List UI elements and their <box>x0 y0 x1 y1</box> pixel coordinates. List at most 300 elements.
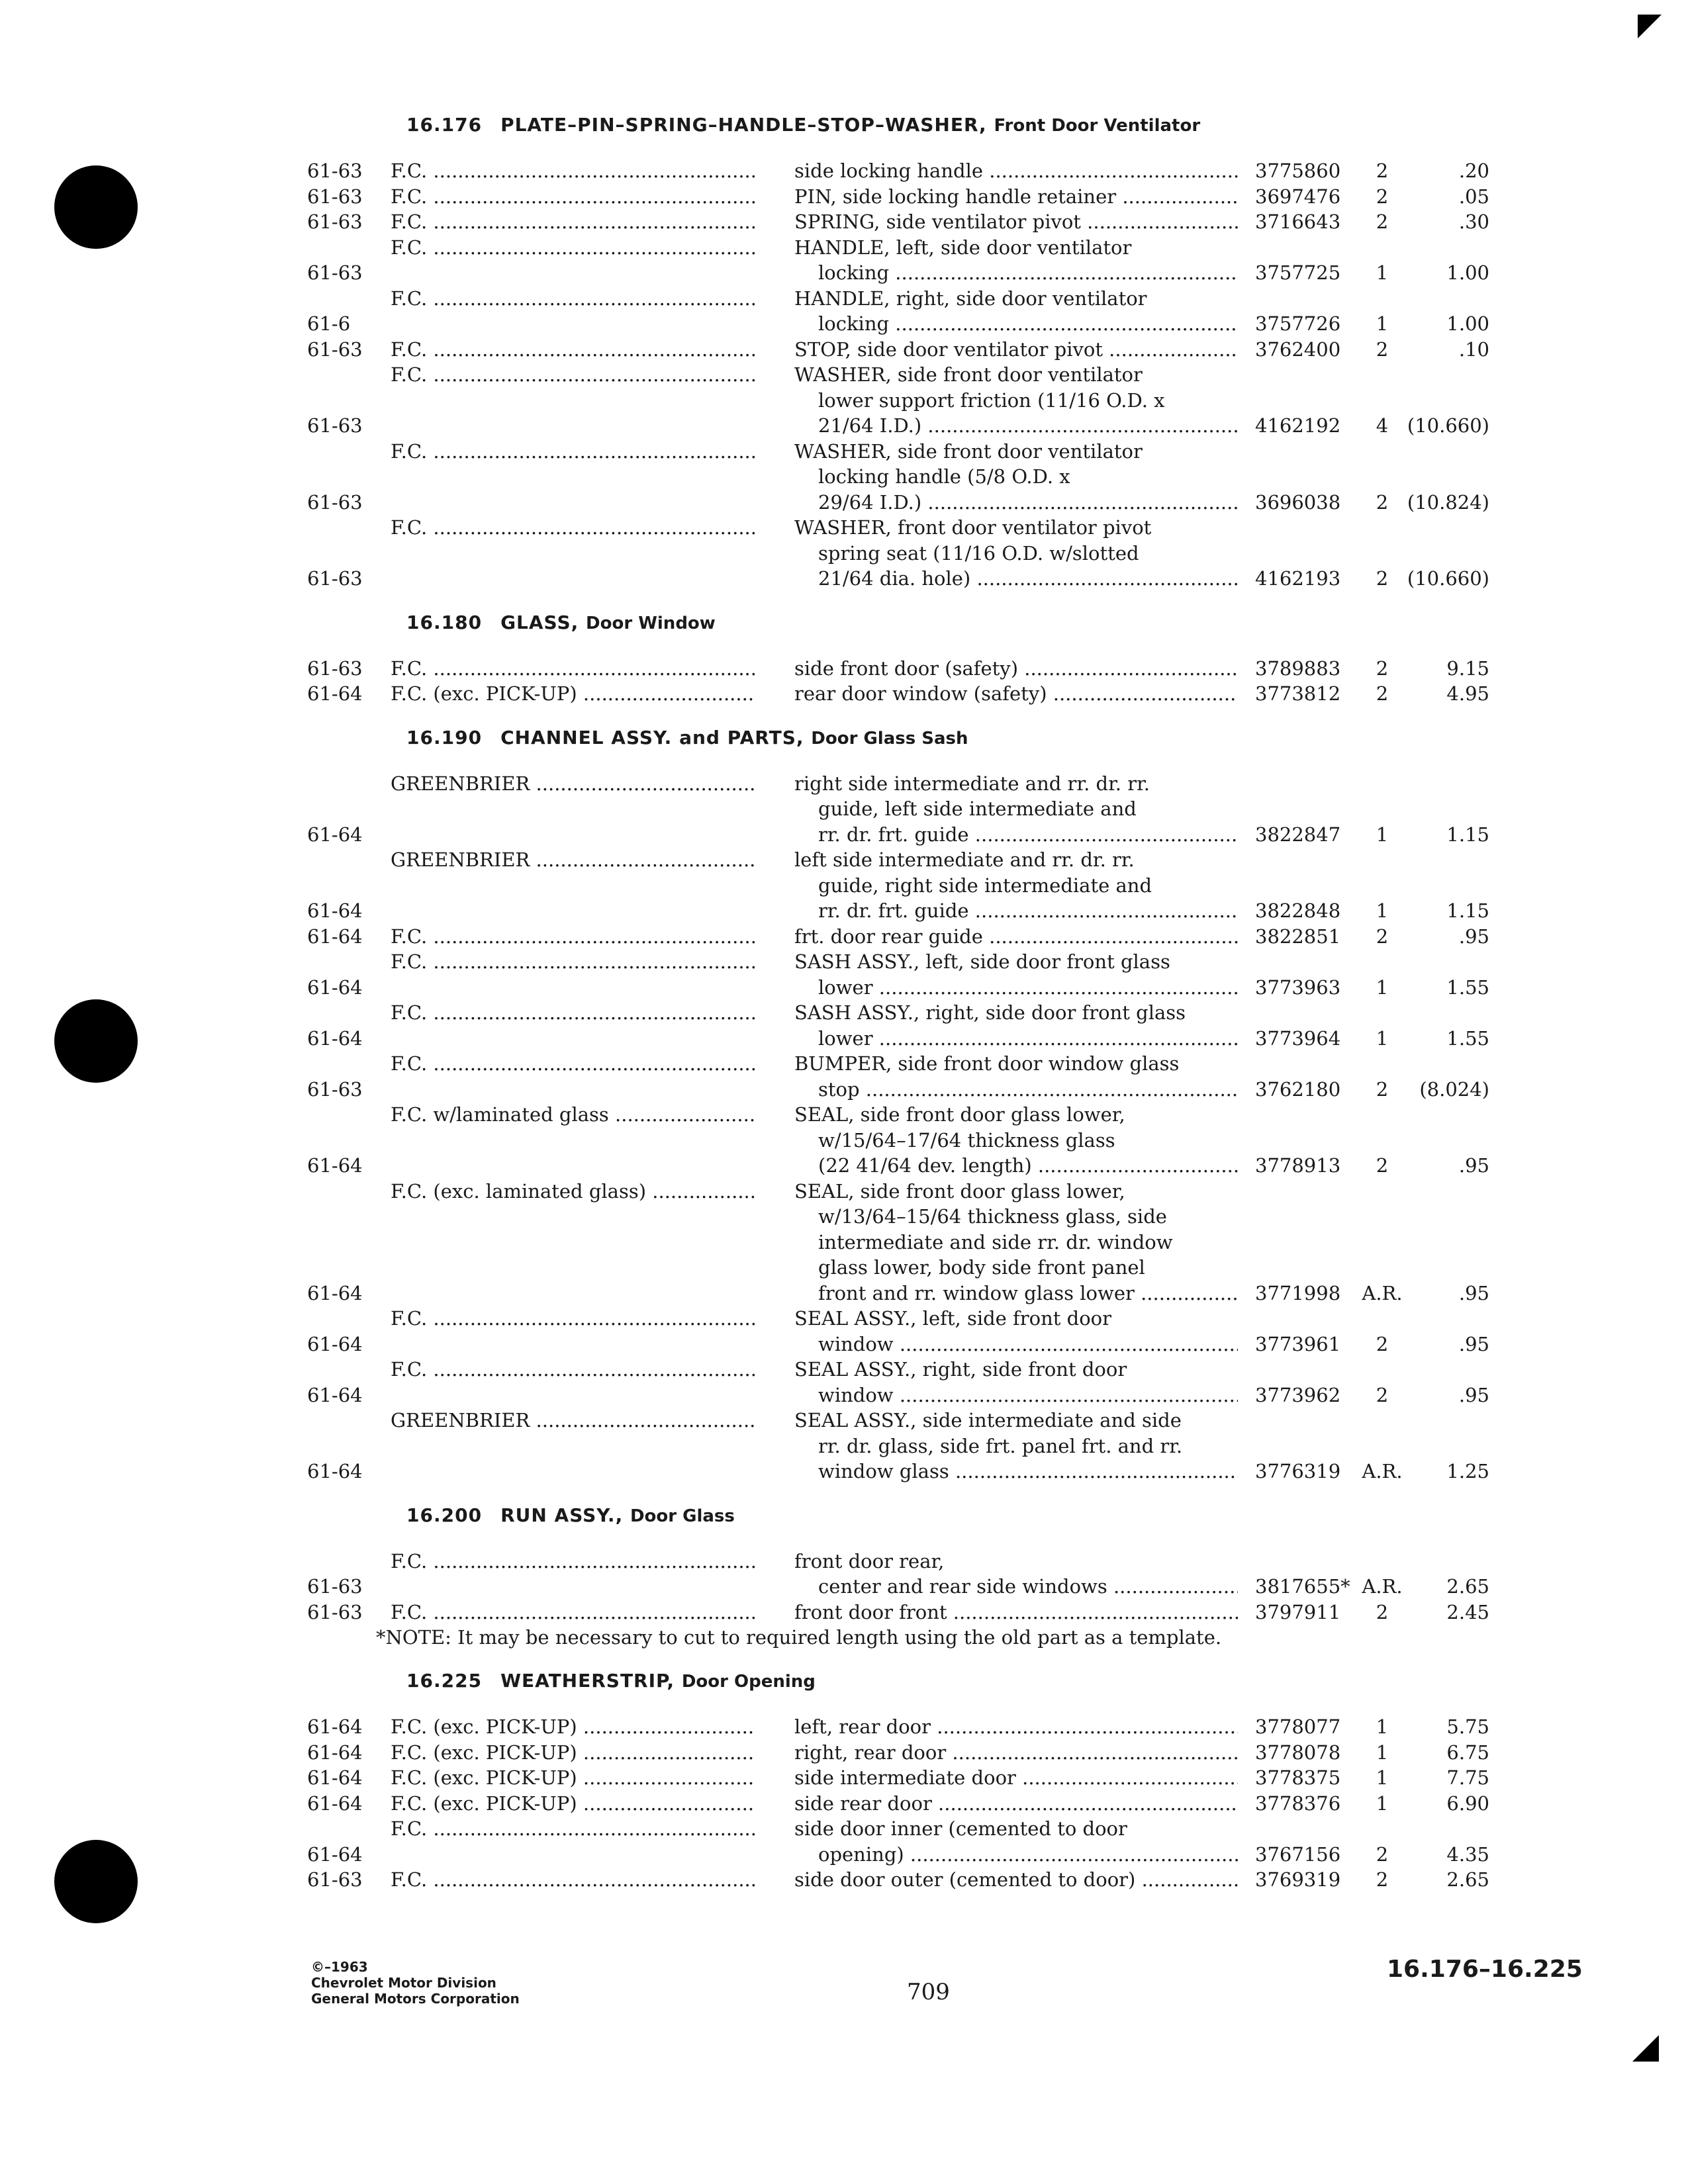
model-years: 61-63 <box>307 414 363 437</box>
description-line: side door inner (cemented to door <box>794 1817 1127 1840</box>
section-range: 16.176–16.225 <box>1387 1956 1583 1983</box>
part-description <box>794 515 1238 592</box>
model-applicability: F.C. ..... <box>391 1000 755 1026</box>
part-number: 3762400 <box>1255 338 1341 361</box>
description-line: 29/64 I.D.) ..... <box>794 490 1238 516</box>
part-number: 3773963 <box>1255 976 1341 999</box>
description-line: SASH ASSY., left, side door front glass <box>794 950 1170 973</box>
page-number: 709 <box>907 1979 950 2005</box>
part-row <box>307 1000 1512 1051</box>
price: .95 <box>1458 1383 1489 1406</box>
part-row <box>307 1357 1512 1408</box>
quantity: 4 <box>1376 414 1389 437</box>
model-applicability: F.C. (exc. PICK-UP) ..... <box>391 1740 755 1766</box>
division-name: Chevrolet Motor Division <box>311 1975 496 1991</box>
quantity: 2 <box>1376 682 1389 705</box>
section-subtitle: Door Window <box>586 613 716 633</box>
quantity: 2 <box>1376 1383 1389 1406</box>
price: 4.35 <box>1446 1843 1489 1866</box>
description-line: WASHER, front door ventilator pivot <box>794 516 1152 539</box>
section-number: 16.200 <box>406 1504 483 1526</box>
model-applicability: F.C. ..... <box>391 1867 755 1893</box>
price: 1.55 <box>1446 976 1489 999</box>
description-line: side rear door ..... <box>794 1791 1238 1817</box>
description-line: side front door (safety) ..... <box>794 656 1238 682</box>
description-line: left side intermediate and rr. dr. rr. <box>794 848 1135 871</box>
price: 2.45 <box>1446 1600 1489 1623</box>
section-subtitle: Door Glass <box>630 1506 735 1526</box>
section-16-225 <box>307 1670 1512 1893</box>
quantity: A.R. <box>1362 1575 1403 1598</box>
part-number: 3773962 <box>1255 1383 1341 1406</box>
description-line: front door rear, <box>794 1549 945 1572</box>
model-years: 61-64 <box>307 899 363 922</box>
description-line: SEAL ASSY., side intermediate and side <box>794 1409 1182 1432</box>
model-years: 61-64 <box>307 1154 363 1177</box>
quantity: 2 <box>1376 1154 1389 1177</box>
description-line: SEAL ASSY., left, side front door <box>794 1307 1111 1330</box>
part-description <box>794 771 1238 848</box>
section-name: GLASS, <box>500 611 579 633</box>
part-description <box>794 1740 1238 1766</box>
quantity: 2 <box>1376 1843 1389 1866</box>
quantity: 1 <box>1376 1766 1389 1789</box>
part-number: 3771998 <box>1255 1281 1341 1304</box>
quantity: 2 <box>1376 159 1389 182</box>
part-row <box>307 209 1512 235</box>
model-years: 61-63 <box>307 1600 363 1623</box>
section-number: 16.225 <box>406 1670 483 1692</box>
model-years: 61-64 <box>307 1281 363 1304</box>
part-row <box>307 681 1512 707</box>
description-line: HANDLE, left, side door ventilator <box>794 236 1132 259</box>
price: 1.15 <box>1446 899 1489 922</box>
parts-catalog-content <box>307 114 1512 1913</box>
description-line: SEAL ASSY., right, side front door <box>794 1358 1127 1381</box>
part-row <box>307 1740 1512 1766</box>
quantity: 2 <box>1376 567 1389 590</box>
part-row <box>307 184 1512 210</box>
description-line: intermediate and side rr. dr. window <box>818 1230 1173 1253</box>
description-line: rr. dr. glass, side frt. panel frt. and rr. <box>818 1434 1183 1457</box>
model-applicability: F.C. ..... <box>391 337 755 363</box>
part-row <box>307 1102 1512 1179</box>
section-16-200 <box>307 1504 1512 1651</box>
part-number: 3762180 <box>1255 1077 1341 1101</box>
part-description <box>794 1791 1238 1817</box>
part-description <box>794 184 1238 210</box>
quantity: 2 <box>1376 490 1389 514</box>
part-row <box>307 847 1512 924</box>
model-years: 61-64 <box>307 682 363 705</box>
description-line: lower ..... <box>794 975 1238 1001</box>
part-row <box>307 337 1512 363</box>
part-number: 3716643 <box>1255 210 1341 233</box>
description-line: WASHER, side front door ventilator <box>794 439 1143 463</box>
part-number: 3773964 <box>1255 1026 1341 1050</box>
part-row <box>307 235 1512 286</box>
description-line: side intermediate door ..... <box>794 1765 1238 1791</box>
description-line: 21/64 dia. hole) ..... <box>794 566 1238 592</box>
part-description <box>794 681 1238 707</box>
part-number: 3778078 <box>1255 1741 1341 1764</box>
price: .95 <box>1458 1281 1489 1304</box>
part-description <box>794 1549 1238 1600</box>
price: 2.65 <box>1446 1868 1489 1891</box>
section-title <box>406 612 1512 633</box>
model-years: 61-64 <box>307 1383 363 1406</box>
part-row <box>307 1051 1512 1102</box>
model-years: 61-63 <box>307 159 363 182</box>
quantity: 1 <box>1376 1792 1389 1815</box>
section-subtitle: Door Opening <box>681 1672 816 1692</box>
model-applicability: F.C. (exc. PICK-UP) ..... <box>391 1791 755 1817</box>
part-number: 3775860 <box>1255 159 1341 182</box>
price: .20 <box>1458 159 1489 182</box>
price: 6.75 <box>1446 1741 1489 1764</box>
description-line: SASH ASSY., right, side door front glass <box>794 1001 1186 1024</box>
description-line: 21/64 I.D.) ..... <box>794 413 1238 439</box>
part-row <box>307 656 1512 682</box>
price: .95 <box>1458 925 1489 948</box>
part-number: 3778077 <box>1255 1715 1341 1738</box>
model-years: 61-63 <box>307 261 363 284</box>
model-years: 61-63 <box>307 567 363 590</box>
part-description <box>794 1600 1238 1625</box>
description-line: window ..... <box>794 1383 1238 1408</box>
model-years: 61-64 <box>307 925 363 948</box>
section-name: CHANNEL ASSY. and PARTS, <box>500 726 804 749</box>
quantity: 2 <box>1376 1332 1389 1355</box>
description-line: SEAL, side front door glass lower, <box>794 1103 1125 1126</box>
section-name: WEATHERSTRIP, <box>500 1670 675 1692</box>
model-years: 61-63 <box>307 1868 363 1891</box>
copyright: ©–1963 <box>311 1959 368 1975</box>
model-years: 61-63 <box>307 1077 363 1101</box>
part-description <box>794 1357 1238 1408</box>
model-years: 61-64 <box>307 1741 363 1764</box>
model-years: 61-64 <box>307 1026 363 1050</box>
part-description <box>794 286 1238 337</box>
description-line: locking handle (5/8 O.D. x <box>818 465 1070 488</box>
part-description <box>794 1714 1238 1740</box>
description-line: (22 41/64 dev. length) ..... <box>794 1153 1238 1179</box>
part-description <box>794 209 1238 235</box>
quantity: 2 <box>1376 185 1389 208</box>
price: .95 <box>1458 1154 1489 1177</box>
description-line: lower ..... <box>794 1026 1238 1052</box>
description-line: left, rear door ..... <box>794 1714 1238 1740</box>
section-title <box>406 114 1512 136</box>
part-number: 3778913 <box>1255 1154 1341 1177</box>
quantity: 2 <box>1376 338 1389 361</box>
model-years: 61-64 <box>307 1460 363 1482</box>
model-applicability: F.C. (exc. PICK-UP) ..... <box>391 681 755 707</box>
quantity: 2 <box>1376 1868 1389 1891</box>
price: (10.824) <box>1407 490 1489 514</box>
section-name: RUN ASSY., <box>500 1504 624 1526</box>
model-applicability: GREENBRIER ..... <box>391 847 755 873</box>
binder-hole-middle <box>54 999 138 1083</box>
corner-mark-bottom-right <box>1632 2035 1659 2062</box>
part-row <box>307 515 1512 592</box>
model-applicability: F.C. ..... <box>391 1600 755 1625</box>
section-name: PLATE–PIN–SPRING–HANDLE–STOP–WASHER, <box>500 114 987 136</box>
model-applicability: F.C. ..... <box>391 362 755 388</box>
description-line: spring seat (11/16 O.D. w/slotted <box>818 541 1139 565</box>
price: 6.90 <box>1446 1792 1489 1815</box>
part-number: 3773812 <box>1255 682 1341 705</box>
price: (10.660) <box>1407 567 1489 590</box>
section-number: 16.180 <box>406 611 483 633</box>
model-applicability: F.C. ..... <box>391 1051 755 1077</box>
part-row <box>307 1867 1512 1893</box>
model-years: 61-64 <box>307 1332 363 1355</box>
price: (8.024) <box>1419 1077 1489 1101</box>
quantity: 1 <box>1376 899 1389 922</box>
part-row <box>307 362 1512 439</box>
quantity: 1 <box>1376 312 1389 335</box>
price: 5.75 <box>1446 1715 1489 1738</box>
model-applicability: F.C. ..... <box>391 286 755 312</box>
part-description <box>794 1408 1238 1484</box>
part-description <box>794 1867 1238 1893</box>
part-description <box>794 847 1238 924</box>
part-number: 3767156 <box>1255 1843 1341 1866</box>
price: 1.00 <box>1446 261 1489 284</box>
part-row <box>307 286 1512 337</box>
part-description <box>794 337 1238 363</box>
model-years: 61-63 <box>307 210 363 233</box>
part-number: 3757725 <box>1255 261 1341 284</box>
description-line: locking ..... <box>794 311 1238 337</box>
model-applicability: GREENBRIER ..... <box>391 771 755 797</box>
part-number: 3822847 <box>1255 823 1341 846</box>
model-applicability: F.C. w/laminated glass ..... <box>391 1102 755 1128</box>
corner-mark-top-right <box>1638 15 1662 38</box>
quantity: 2 <box>1376 657 1389 680</box>
part-number: 3696038 <box>1255 490 1341 514</box>
model-years: 61-64 <box>307 1843 363 1866</box>
part-description <box>794 1816 1238 1867</box>
part-row <box>307 1765 1512 1791</box>
model-applicability: F.C. ..... <box>391 515 755 541</box>
model-applicability: F.C. ..... <box>391 439 755 465</box>
part-number: 3817655* <box>1255 1575 1350 1598</box>
corporation-name: General Motors Corporation <box>311 1991 520 2007</box>
description-line: front door front ..... <box>794 1600 1238 1625</box>
description-line: rear door window (safety) ..... <box>794 681 1238 707</box>
section-number: 16.190 <box>406 726 483 749</box>
part-number: 3789883 <box>1255 657 1341 680</box>
part-row <box>307 1549 1512 1600</box>
price: .95 <box>1458 1332 1489 1355</box>
section-title <box>406 1670 1512 1692</box>
part-number: 3697476 <box>1255 185 1341 208</box>
price: 4.95 <box>1446 682 1489 705</box>
model-years: 61-63 <box>307 490 363 514</box>
price: 9.15 <box>1446 657 1489 680</box>
quantity: A.R. <box>1362 1460 1403 1482</box>
model-applicability: F.C. ..... <box>391 184 755 210</box>
part-description <box>794 1306 1238 1357</box>
part-row <box>307 1791 1512 1817</box>
section-title <box>406 727 1512 749</box>
publisher-block <box>311 1959 520 2007</box>
model-years: 61-63 <box>307 657 363 680</box>
part-number: 3757726 <box>1255 312 1341 335</box>
parts-list <box>307 656 1512 707</box>
part-description <box>794 235 1238 286</box>
description-line: guide, left side intermediate and <box>818 797 1137 820</box>
price: 1.25 <box>1446 1460 1489 1482</box>
description-line: lower support friction (11/16 O.D. x <box>818 388 1165 412</box>
part-row <box>307 924 1512 950</box>
model-years: 61-64 <box>307 976 363 999</box>
description-line: window glass ..... <box>794 1459 1238 1484</box>
description-line: front and rr. window glass lower ..... <box>794 1281 1238 1306</box>
part-description <box>794 1000 1238 1051</box>
description-line: frt. door rear guide ..... <box>794 924 1238 950</box>
part-row <box>307 949 1512 1000</box>
section-note: *NOTE: It may be necessary to cut to required length using the old part as a template. <box>376 1626 1222 1649</box>
description-line: STOP, side door ventilator pivot ..... <box>794 337 1238 363</box>
description-line: glass lower, body side front panel <box>818 1256 1145 1279</box>
part-number: 3822851 <box>1255 925 1341 948</box>
description-line: WASHER, side front door ventilator <box>794 363 1143 386</box>
part-description <box>794 1051 1238 1102</box>
description-line: side door outer (cemented to door) ..... <box>794 1867 1238 1893</box>
price: .10 <box>1458 338 1489 361</box>
part-description <box>794 439 1238 516</box>
part-description <box>794 924 1238 950</box>
part-row <box>307 1816 1512 1867</box>
model-applicability: F.C. ..... <box>391 949 755 975</box>
model-years: 61-64 <box>307 1766 363 1789</box>
part-row <box>307 1179 1512 1306</box>
part-row <box>307 439 1512 516</box>
model-years: 61-63 <box>307 338 363 361</box>
description-line: window ..... <box>794 1332 1238 1357</box>
model-applicability: F.C. ..... <box>391 1357 755 1383</box>
price: .30 <box>1458 210 1489 233</box>
model-applicability: F.C. (exc. PICK-UP) ..... <box>391 1714 755 1740</box>
description-line: PIN, side locking handle retainer ..... <box>794 184 1238 210</box>
quantity: A.R. <box>1362 1281 1403 1304</box>
description-line: center and rear side windows ..... <box>794 1574 1238 1600</box>
model-years: 61-63 <box>307 185 363 208</box>
quantity: 1 <box>1376 976 1389 999</box>
part-number: 4162193 <box>1255 567 1341 590</box>
quantity: 1 <box>1376 1026 1389 1050</box>
description-line: SEAL, side front door glass lower, <box>794 1179 1125 1203</box>
quantity: 2 <box>1376 1077 1389 1101</box>
section-16-176 <box>307 114 1512 592</box>
part-description <box>794 362 1238 439</box>
binder-hole-bottom <box>54 1840 138 1923</box>
part-description <box>794 1102 1238 1179</box>
price: 1.15 <box>1446 823 1489 846</box>
part-row <box>307 1600 1512 1625</box>
price: 1.00 <box>1446 312 1489 335</box>
model-applicability: F.C. ..... <box>391 1816 755 1842</box>
price: 7.75 <box>1446 1766 1489 1789</box>
binder-hole-top <box>54 165 138 249</box>
part-description <box>794 656 1238 682</box>
section-subtitle: Front Door Ventilator <box>994 116 1201 136</box>
description-line: w/15/64–17/64 thickness glass <box>818 1128 1115 1152</box>
quantity: 1 <box>1376 1741 1389 1764</box>
price: .05 <box>1458 185 1489 208</box>
part-number: 3778376 <box>1255 1792 1341 1815</box>
model-applicability: F.C. ..... <box>391 235 755 261</box>
section-number: 16.176 <box>406 114 483 136</box>
description-line: locking ..... <box>794 260 1238 286</box>
model-applicability: F.C. ..... <box>391 924 755 950</box>
part-row <box>307 1408 1512 1484</box>
description-line: rr. dr. frt. guide ..... <box>794 822 1238 848</box>
description-line: opening) ..... <box>794 1842 1238 1868</box>
part-number: 3778375 <box>1255 1766 1341 1789</box>
part-number: 4162192 <box>1255 414 1341 437</box>
price: 1.55 <box>1446 1026 1489 1050</box>
parts-list <box>307 771 1512 1484</box>
section-16-180 <box>307 612 1512 707</box>
quantity: 2 <box>1376 210 1389 233</box>
description-line: guide, right side intermediate and <box>818 874 1152 897</box>
parts-list <box>307 1714 1512 1893</box>
part-row <box>307 1306 1512 1357</box>
part-number: 3797911 <box>1255 1600 1341 1623</box>
part-number: 3822848 <box>1255 899 1341 922</box>
model-applicability: F.C. ..... <box>391 656 755 682</box>
description-line: right side intermediate and rr. dr. rr. <box>794 772 1150 795</box>
price: 2.65 <box>1446 1575 1489 1598</box>
section-title <box>406 1504 1512 1526</box>
part-description <box>794 949 1238 1000</box>
model-years: 61-63 <box>307 1575 363 1598</box>
model-applicability: F.C. ..... <box>391 1306 755 1332</box>
model-years: 61-6 <box>307 312 351 335</box>
price: (10.660) <box>1407 414 1489 437</box>
model-applicability: F.C. ..... <box>391 209 755 235</box>
quantity: 1 <box>1376 823 1389 846</box>
part-description <box>794 1765 1238 1791</box>
parts-list <box>307 158 1512 592</box>
description-line: w/13/64–15/64 thickness glass, side <box>818 1205 1167 1228</box>
part-number: 3769319 <box>1255 1868 1341 1891</box>
section-subtitle: Door Glass Sash <box>811 728 968 749</box>
quantity: 2 <box>1376 1600 1389 1623</box>
description-line: HANDLE, right, side door ventilator <box>794 287 1147 310</box>
model-applicability: F.C. (exc. laminated glass) ..... <box>391 1179 755 1205</box>
part-row <box>307 771 1512 848</box>
part-number: 3773961 <box>1255 1332 1341 1355</box>
part-description <box>794 158 1238 184</box>
description-line: rr. dr. frt. guide ..... <box>794 898 1238 924</box>
model-years: 61-64 <box>307 1715 363 1738</box>
model-applicability: F.C. (exc. PICK-UP) ..... <box>391 1765 755 1791</box>
description-line: BUMPER, side front door window glass <box>794 1052 1180 1075</box>
model-years: 61-64 <box>307 1792 363 1815</box>
model-applicability: F.C. ..... <box>391 158 755 184</box>
parts-list <box>307 1549 1512 1625</box>
section-16-190 <box>307 727 1512 1484</box>
part-description <box>794 1179 1238 1306</box>
description-line: side locking handle ..... <box>794 158 1238 184</box>
model-applicability: F.C. ..... <box>391 1549 755 1574</box>
model-applicability: GREENBRIER ..... <box>391 1408 755 1433</box>
